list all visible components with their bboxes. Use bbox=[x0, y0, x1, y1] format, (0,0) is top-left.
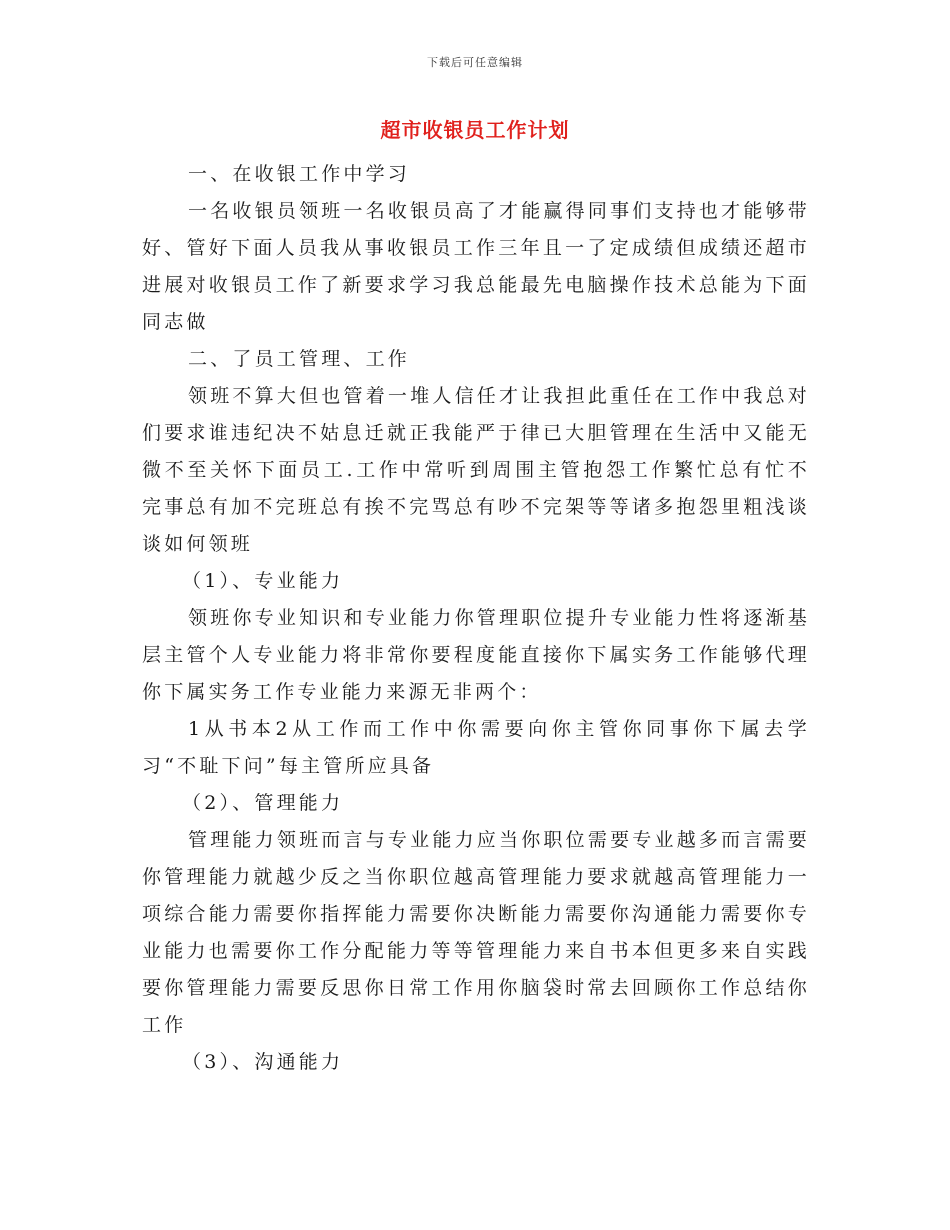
document-title: 超市收银员工作计划 bbox=[380, 118, 570, 142]
paragraph-1: 一名收银员领班一名收银员高了才能赢得同事们支持也才能够带好、管好下面人员我从事收银员工作三年且一了定成绩但成绩还超市进展对收银员工作了新要求学习我总能最先电脑操作技术总能为下面同志做 bbox=[142, 200, 810, 333]
paragraph-5: 管理能力领班而言与专业能力应当你职位需要专业越多而言需要你管理能力就越少反之当你职位越高管理能力要求就越高管理能力一项综合能力需要你指挥能力需要你决断能力需要你沟通能力需要你专业能力也需要你工作分配能力等等管理能力来自书本但更多来自实践要你管理能力需要反思你日常工作用你脑袋时常去回顾你工作总结你工作 bbox=[142, 829, 810, 1036]
paragraph-3: 领班你专业知识和专业能力你管理职位提升专业能力性将逐渐基层主管个人专业能力将非常你要程度能直接你下属实务工作能够代理你下属实务工作专业能力来源无非两个： bbox=[142, 607, 810, 703]
document-body bbox=[142, 156, 810, 1081]
paragraph-4: 1从书本2从工作而工作中你需要向你主管你同事你下属去学习“不耻下问”每主管所应具备 bbox=[142, 718, 810, 777]
subheading-communication-ability: （3）、沟通能力 bbox=[182, 1051, 344, 1073]
subheading-professional-ability: （1）、专业能力 bbox=[182, 570, 344, 592]
section-heading-1: 一、在收银工作中学习 bbox=[188, 163, 411, 185]
section-heading-2: 二、了员工管理、工作 bbox=[188, 348, 411, 370]
header-note: 下载后可任意编辑 bbox=[427, 56, 523, 69]
subheading-management-ability: （2）、管理能力 bbox=[182, 792, 344, 814]
paragraph-2: 领班不算大但也管着一堆人信任才让我担此重任在工作中我总对们要求谁违纪决不姑息迁就正我能严于律已大胆管理在生活中又能无微不至关怀下面员工.工作中常听到周围主管抱怨工作繁忙总有忙不完事总有加不完班总有挨不完骂总有吵不完架等等诸多抱怨里粗浅谈谈如何领班 bbox=[142, 385, 810, 555]
